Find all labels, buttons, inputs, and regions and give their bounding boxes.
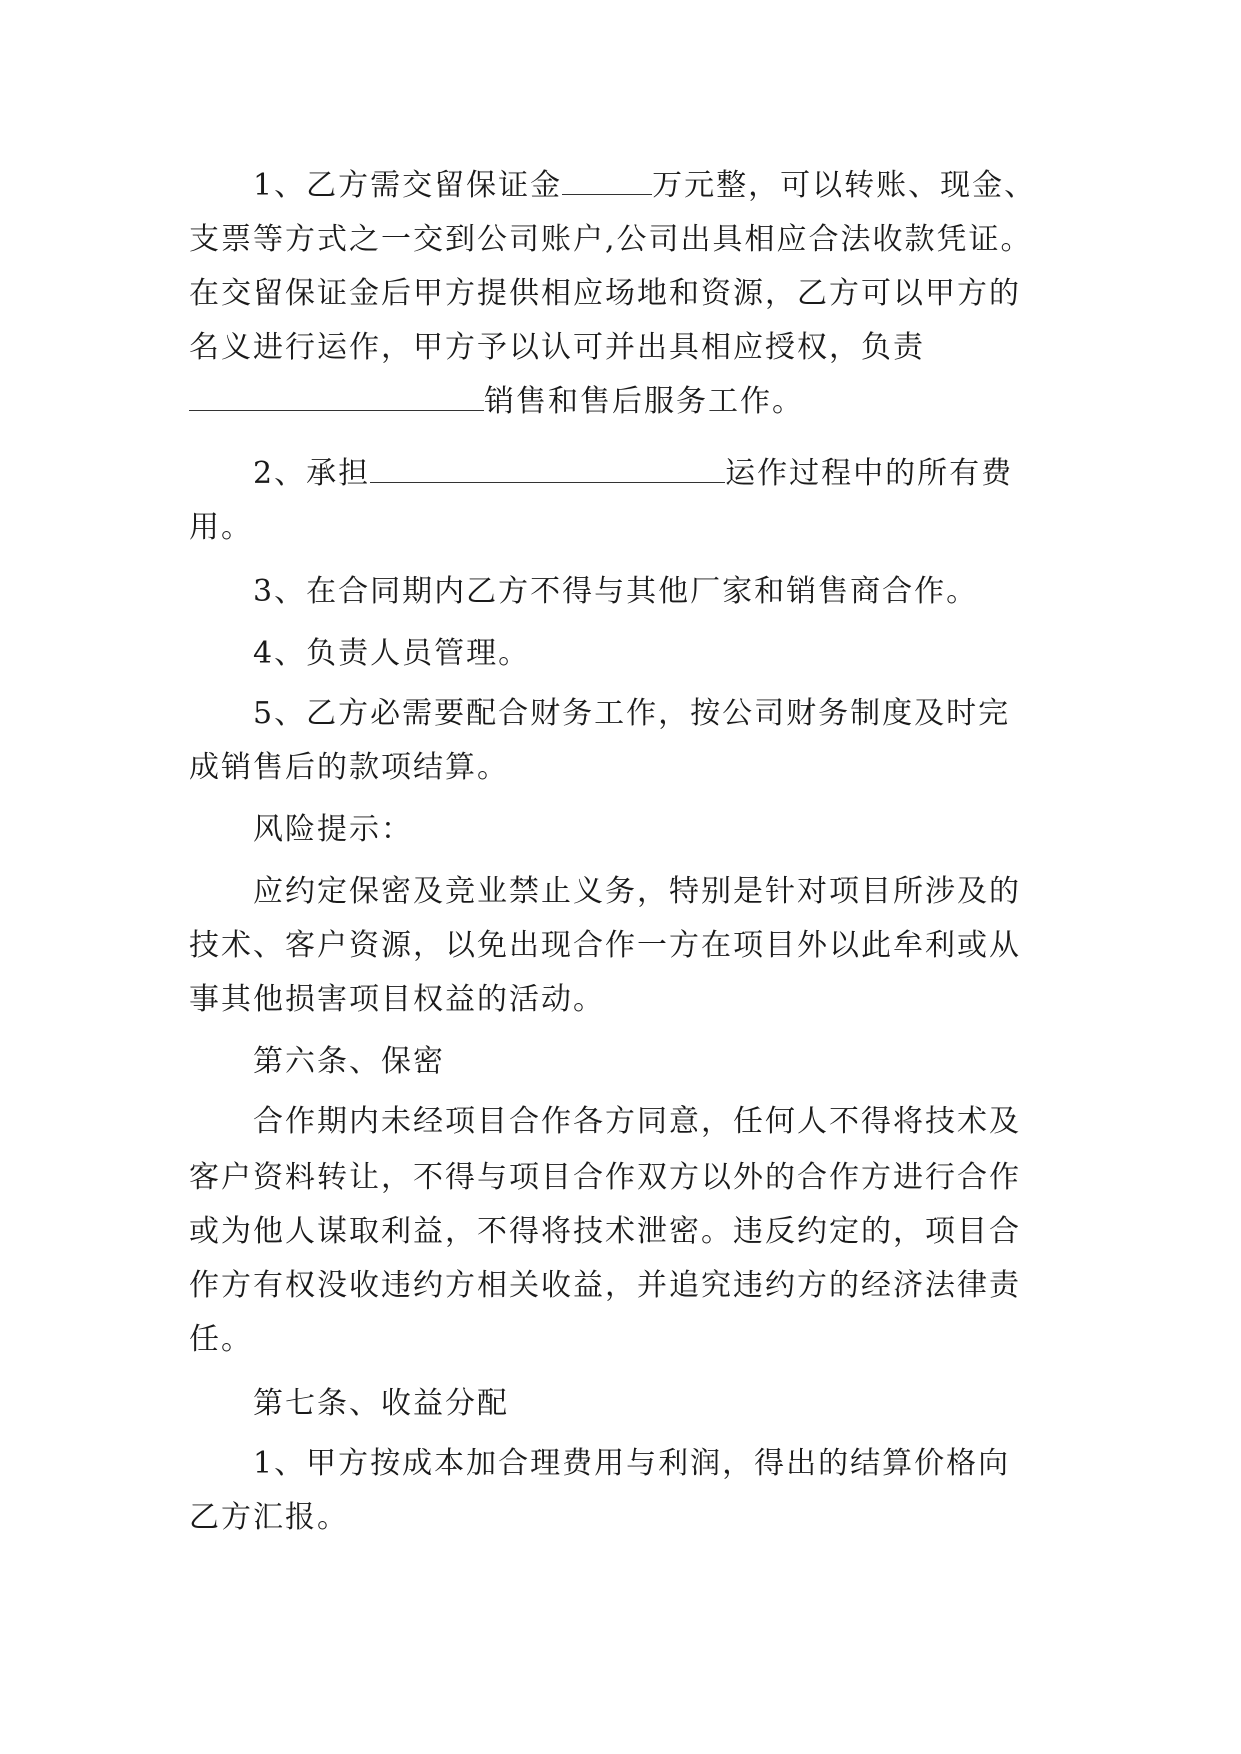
paragraph-line: 乙方汇报。: [189, 1500, 349, 1535]
fill-blank: [189, 382, 484, 411]
paragraph-line: 客户资料转让，不得与项目合作双方以外的合作方进行合作: [189, 1160, 1021, 1195]
paragraph-line: 4、负责人员管理。: [253, 636, 531, 671]
fill-blank: [370, 454, 725, 483]
section-heading: 第七条、收益分配: [253, 1386, 509, 1421]
paragraph-line: 合作期内未经项目合作各方同意，任何人不得将技术及: [253, 1104, 1021, 1139]
text-segment: 1、乙方需交留保证金: [253, 168, 563, 203]
text-segment: 运作过程中的所有费: [725, 456, 1014, 491]
text-segment: 销售和售后服务工作。: [484, 384, 804, 419]
paragraph-line: 1、甲方按成本加合理费用与利润，得出的结算价格向: [253, 1446, 1011, 1481]
paragraph-line: 任。: [189, 1322, 253, 1357]
paragraph-line: 用。: [189, 510, 253, 545]
fill-blank: [562, 166, 652, 195]
paragraph-line: 3、在合同期内乙方不得与其他厂家和销售商合作。: [253, 574, 979, 609]
paragraph-line: 应约定保密及竞业禁止义务，特别是针对项目所涉及的: [253, 874, 1021, 909]
paragraph-line: 支票等方式之一交到公司账户,公司出具相应合法收款凭证。: [189, 222, 1033, 257]
paragraph-line: 事其他损害项目权益的活动。: [189, 982, 605, 1017]
paragraph-line: 成销售后的款项结算。: [189, 750, 509, 785]
paragraph-line: 名义进行运作，甲方予以认可并出具相应授权，负责: [189, 330, 925, 365]
paragraph-line: 5、乙方必需要配合财务工作，按公司财务制度及时完: [253, 696, 1011, 731]
paragraph-line: 或为他人谋取利益，不得将技术泄密。违反约定的，项目合: [189, 1214, 1021, 1249]
paragraph-line: 作方有权没收违约方相关收益，并追究违约方的经济法律责: [189, 1268, 1021, 1303]
paragraph-line: [253, 454, 1013, 494]
paragraph-line: [253, 166, 1036, 206]
paragraph-line: [189, 382, 804, 422]
section-heading: 风险提示：: [253, 812, 413, 847]
paragraph-line: 技术、客户资源，以免出现合作一方在项目外以此牟利或从: [189, 928, 1021, 963]
text-segment: 2、承担: [253, 456, 371, 491]
paragraph-line: 在交留保证金后甲方提供相应场地和资源，乙方可以甲方的: [189, 276, 1021, 311]
section-heading: 第六条、保密: [253, 1044, 445, 1079]
text-segment: 万元整，可以转账、现金、: [652, 168, 1037, 203]
